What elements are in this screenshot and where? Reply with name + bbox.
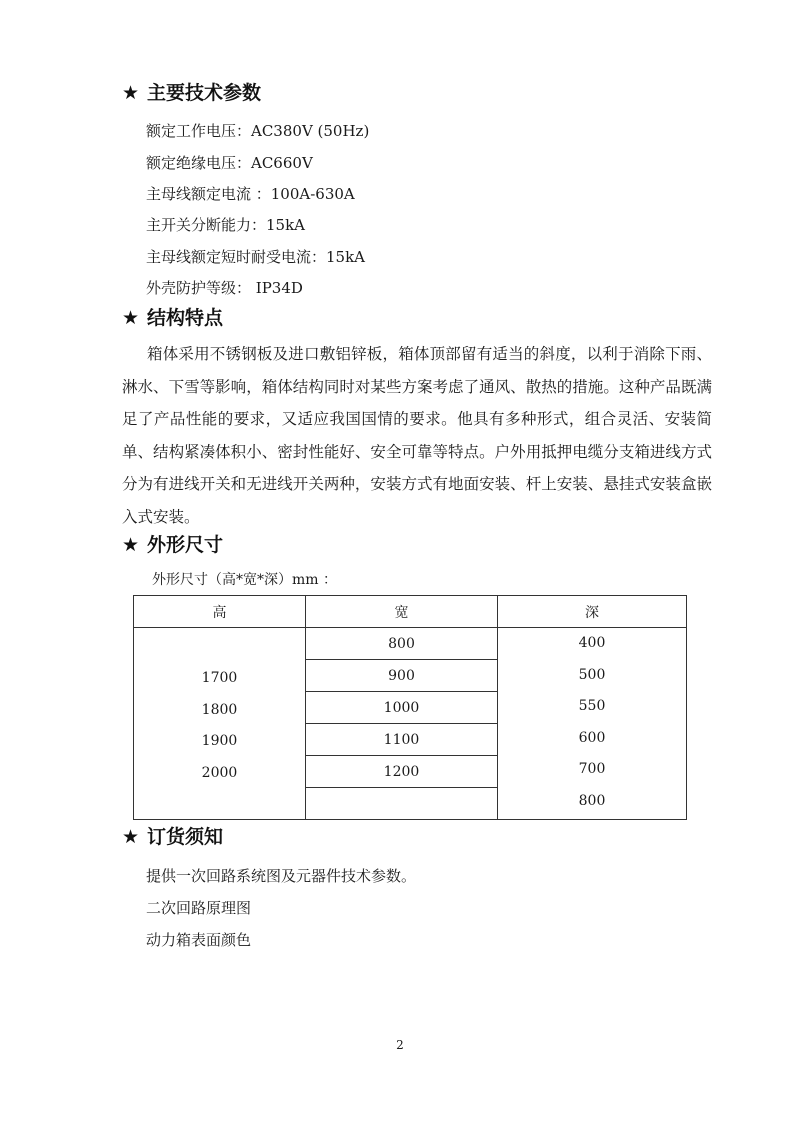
height-value: 1900 (201, 733, 238, 749)
header-height: 高 (134, 596, 306, 628)
height-value: 1800 (201, 701, 238, 718)
depth-value: 500 (578, 666, 606, 683)
heading-text: 外形尺寸 (147, 534, 224, 556)
heading-text: 订货须知 (147, 826, 224, 848)
ordering-line: 提供一次回路系统图及元器件技术参数。 (146, 867, 417, 885)
param-line: 额定绝缘电压：AC660V (146, 154, 313, 172)
depth-value: 550 (578, 698, 606, 714)
depth-value: 800 (578, 792, 606, 809)
section-heading-structure (122, 303, 223, 330)
width-value: 1200 (306, 756, 498, 788)
star-icon: ★ (122, 826, 140, 848)
section-heading-ordering (122, 822, 223, 849)
header-width: 宽 (306, 596, 498, 628)
header-depth: 深 (498, 596, 687, 628)
height-value: 1700 (201, 670, 238, 686)
depth-value: 700 (578, 761, 606, 777)
star-icon: ★ (122, 307, 140, 329)
ordering-line: 动力箱表面颜色 (146, 931, 252, 949)
param-line: 主开关分断能力：15kA (146, 216, 306, 234)
table-row (134, 628, 687, 660)
depth-value: 600 (578, 729, 606, 746)
param-line: 主母线额定短时耐受电流：15kA (146, 248, 366, 266)
depth-value: 400 (578, 635, 606, 651)
section-heading-params (122, 78, 261, 105)
section-heading-dimensions (122, 530, 223, 557)
table-header-row (134, 596, 687, 628)
star-icon: ★ (122, 82, 140, 104)
param-line: 外壳防护等级： IP34D (146, 279, 303, 297)
height-value: 2000 (201, 764, 238, 781)
param-line: 主母线额定电流 ：100A-630A (146, 185, 355, 203)
width-value: 900 (306, 660, 498, 692)
width-value (306, 788, 498, 820)
page-number: 2 (396, 1038, 404, 1052)
dimensions-table (133, 595, 687, 820)
param-line: 额定工作电压：AC380V (50Hz) (146, 122, 370, 140)
width-value: 800 (306, 628, 498, 660)
ordering-line: 二次回路原理图 (146, 899, 252, 917)
width-value: 1000 (306, 692, 498, 724)
width-value: 1100 (306, 724, 498, 756)
structure-paragraph: 箱体采用不锈钢板及进口敷铝锌板，箱体顶部留有适当的斜度，以利于消除下雨、淋水、下雪等影响，箱体结构同时对某些方案考虑了通风、散热的措施。这种产品既满足了产品性能的要求，又适应我国国情的要求。他具有多种形式，组合灵活、安装简单、结构紧凑体积小、密封性能好、安全可靠等特点。户外用抵押电缆分支箱进线方式分为有进线开关和无进线开关两种，安装方式有地面安装、杆上安装、悬挂式安装盒嵌入式安装。 (122, 345, 712, 526)
depth-values-cell (498, 628, 687, 820)
height-values-cell (134, 628, 306, 820)
table-caption: 外形尺寸（高*宽*深）mm ： (152, 572, 338, 588)
heading-text: 主要技术参数 (147, 82, 262, 104)
heading-text: 结构特点 (147, 307, 224, 329)
star-icon: ★ (122, 534, 140, 556)
